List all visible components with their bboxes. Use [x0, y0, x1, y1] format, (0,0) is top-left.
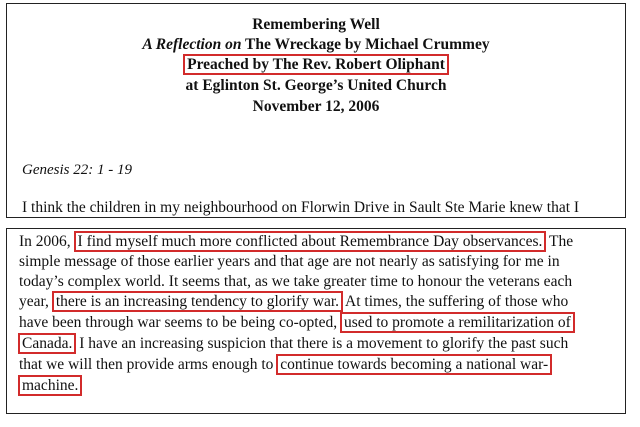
preacher-highlight: Preached by The Rev. Robert Oliphant [183, 54, 449, 75]
body-first-line: I think the children in my neighbourhood on Florwin Drive in Sault Ste Marie knew that I [22, 199, 580, 216]
passage-line-4: year, there is an increasing tendency to glorify war. At times, the suffering of those who [19, 293, 569, 310]
date-line: November 12, 2006 [252, 98, 380, 115]
document-excerpt-header [6, 3, 626, 218]
highlight-national-war: continue towards becoming a national war- [276, 354, 552, 375]
preacher-line [7, 56, 625, 74]
highlight-remilitarization: used to promote a remilitarization of [340, 312, 575, 333]
location-line: at Eglinton St. George’s United Church [185, 77, 447, 94]
passage-line-3: today’s complex world. It seems that, as we take greater time to honour the veterans each [19, 273, 573, 290]
highlight-canada: Canada. [18, 333, 76, 354]
passage-line-7: that we will then provide arms enough to continue towards becoming a national war- [19, 356, 551, 374]
scripture-reference: Genesis 22: 1 - 19 [22, 162, 132, 178]
highlight-conflicted: I find myself much more conflicted about Remembrance Day observances. [74, 231, 547, 252]
sermon-subtitle [7, 36, 625, 54]
highlight-machine: machine. [18, 375, 82, 396]
passage-line-6: Canada. I have an increasing suspicion that there is a movement to glorify the past such [19, 335, 568, 353]
passage-line-8 [19, 377, 81, 395]
passage-line-5: have been through war seems to be being co-opted, used to promote a remilitarization of [19, 314, 574, 332]
document-excerpt-passage [6, 228, 626, 414]
highlight-glorify-war: there is an increasing tendency to glorify war. [52, 291, 343, 312]
subtitle-prefix: A Reflection on [142, 36, 242, 53]
passage-line-1: In 2006, I find myself much more conflicted about Remembrance Day observances. The [19, 233, 574, 250]
sermon-title: Remembering Well [252, 16, 380, 33]
subtitle-rest: The Wreckage by Michael Crummey [241, 36, 490, 53]
passage-line-2: simple message of those earlier years and that age are not nearly as satisfying for me in [19, 253, 560, 270]
